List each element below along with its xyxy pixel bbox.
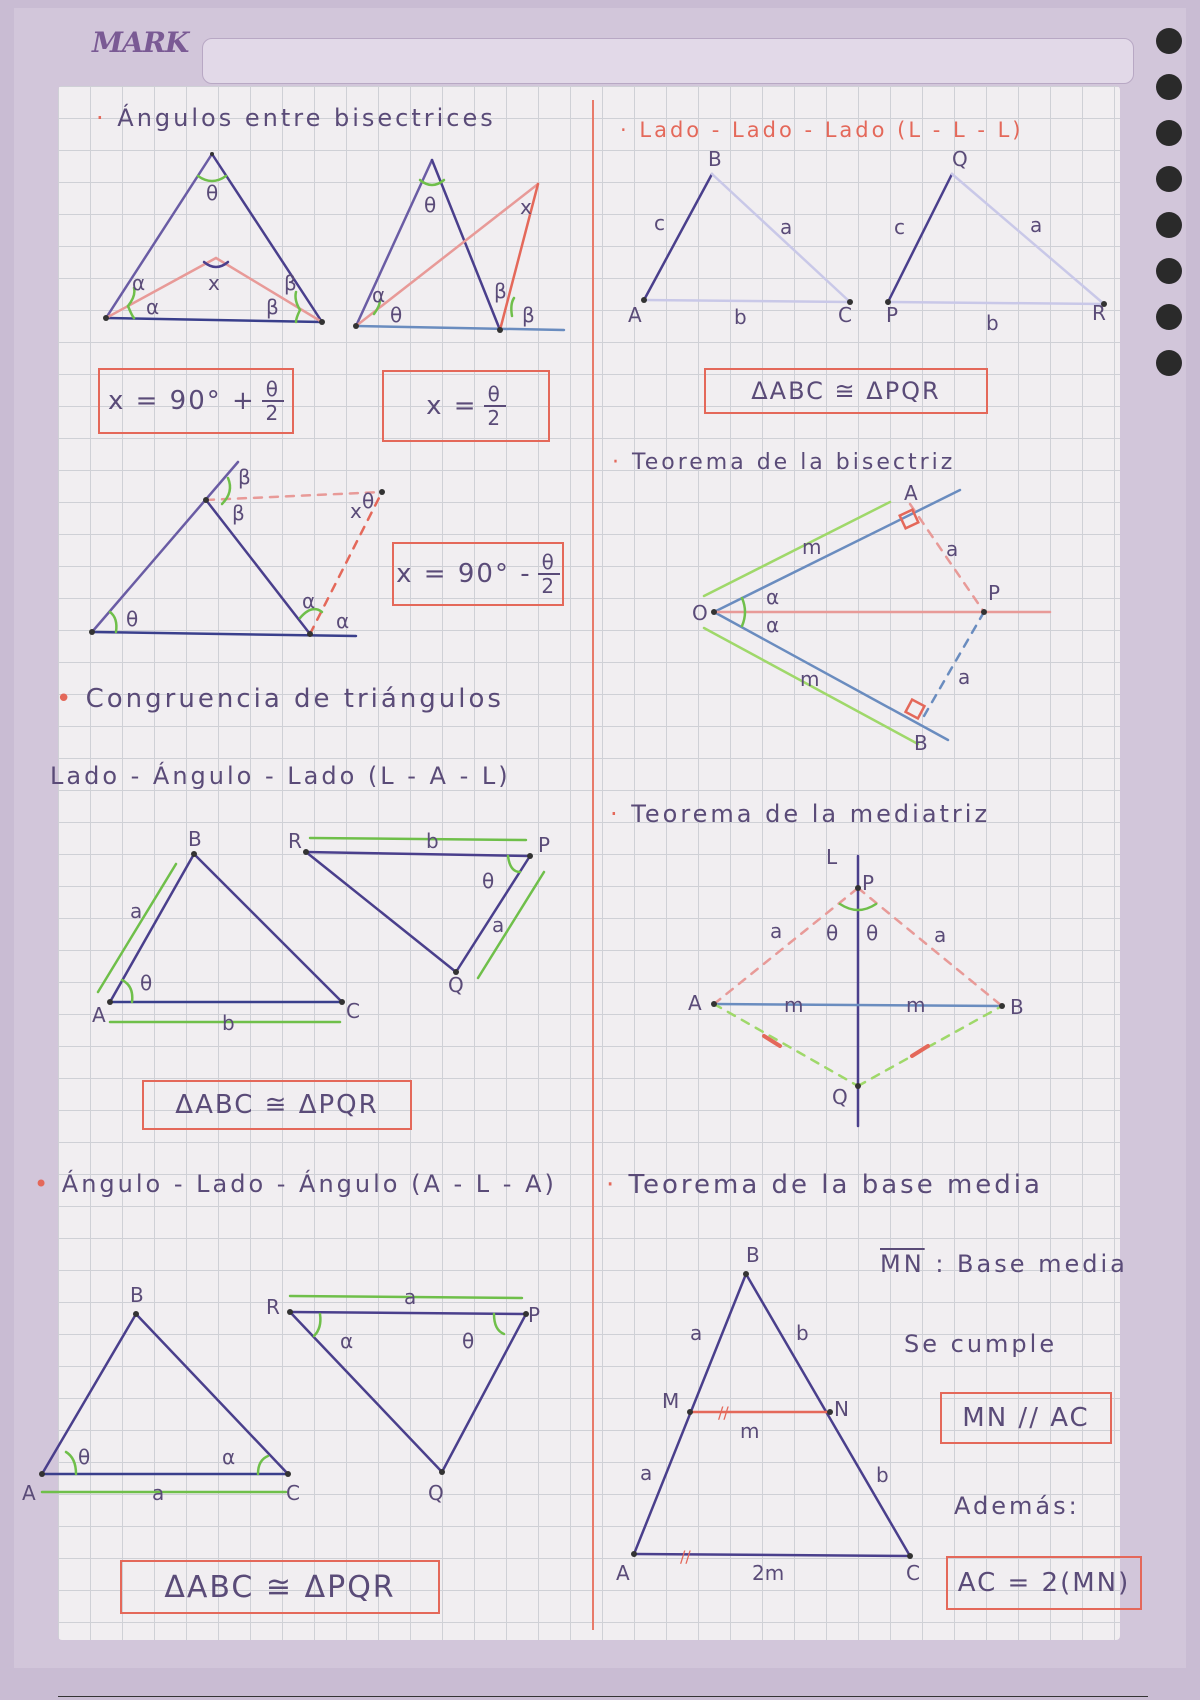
angle-label-x: x [350,499,362,523]
angle-label-alpha: α [336,609,350,633]
side-label-a: a [958,665,971,689]
vertex-a: A [628,303,642,327]
triangle-interior-bisectors [106,154,322,322]
side-label-b: b [796,1321,809,1345]
result-box-ala: ΔABC ≅ ΔPQR [120,1560,440,1614]
side-label-a: a [934,923,947,947]
formula-box-3: x = 90° - $\frac{\theta}{2}$ [392,542,564,606]
angle-label-theta: θ [462,1329,475,1353]
vertex-m: M [662,1389,680,1413]
vertex-b: B [708,147,722,171]
side-label-a: a [492,913,505,937]
angle-label-theta: θ [482,869,495,893]
angle-label-beta: β [232,501,245,525]
angle-label-alpha: α [766,613,780,637]
angle-label-theta: θ [140,971,153,995]
angle-label-alpha: α [766,585,780,609]
angle-label-alpha: α [132,271,146,295]
vertex-a: A [92,1003,106,1027]
side-label-m: m [906,993,926,1017]
side-label-m: m [784,993,804,1017]
notebook-logo: MARK [92,26,189,59]
vertex-r: R [1092,301,1106,325]
side-label-c: c [894,215,905,239]
angle-label-beta: β [266,295,279,319]
vertex-b: B [914,731,928,755]
triangle-pqr-lal [306,838,544,978]
subheading-lll: · Lado - Lado - Lado (L - L - L) [620,118,1024,142]
section-heading-bisectrices: · Ángulos entre bisectrices [96,104,496,132]
equal-mark: // [680,1547,691,1566]
side-label-b: b [222,1011,235,1035]
vertex-p: P [862,871,875,895]
side-label-b: b [876,1463,889,1487]
side-label-a: a [770,919,783,943]
side-label-b: b [734,305,747,329]
angle-label-alpha: α [372,283,386,307]
angle-label-theta: θ [866,921,879,945]
formula-box-2: x = $\frac{\theta}{2}$ [382,370,550,442]
section-heading-congruencia: • Congruencia de triángulos [56,684,504,714]
side-label-m: m [802,535,822,559]
vertex-a: A [688,991,702,1015]
angle-label-x: x [208,271,220,295]
angle-label-alpha: α [302,589,316,613]
vertex-q: Q [448,973,464,997]
vertex-p: P [538,833,551,857]
angle-label-beta: β [238,465,251,489]
bottom-rule [58,1696,1148,1697]
base-media-definition: $\overline{MN}$ : Base media [880,1250,1128,1278]
result-box-lal: ΔABC ≅ ΔPQR [142,1080,412,1130]
triangle-abc-lal [98,854,342,1022]
section-heading-bisectriz: · Teorema de la bisectriz [612,450,956,475]
angle-label-theta: θ [362,489,375,513]
angle-label-theta: θ [424,193,437,217]
side-label-a: a [130,899,143,923]
vertex-c: C [838,303,852,327]
triangle-abc-lll [644,174,850,302]
vertex-b: B [188,827,202,851]
vertex-q: Q [952,147,968,171]
vertex-p: P [528,1303,541,1327]
result-box-lll: ΔABC ≅ ΔPQR [704,368,988,414]
vertex-q: Q [428,1481,444,1505]
angle-label-alpha: α [146,295,160,319]
angle-label-x: x [520,195,532,219]
vertex-a: A [22,1481,36,1505]
vertex-r: R [288,829,302,853]
vertex-c: C [346,999,360,1023]
side-label-m: m [740,1419,760,1443]
formula-box-1: x = 90° + $\frac{\theta}{2}$ [98,368,294,434]
vertex-b: B [1010,995,1024,1019]
angle-label-alpha: α [340,1329,354,1353]
side-label-2m: 2m [752,1561,785,1585]
triangle-pqr-lll [888,174,1104,304]
angle-label-alpha: α [222,1445,236,1469]
vertex-p: P [886,303,899,327]
relation-box: AC = 2(MN) [946,1556,1142,1610]
line-label-l: L [826,845,838,869]
equal-mark: // [718,1403,729,1422]
side-label-a: a [780,215,793,239]
ademas-label: Además: [954,1492,1080,1520]
triangle-pqr-ala [290,1296,526,1472]
section-heading-mediatriz: · Teorema de la mediatriz [610,800,991,828]
side-label-b: b [986,311,999,335]
angle-label-beta: β [522,303,535,327]
se-cumple-label: Se cumple [904,1330,1058,1358]
vertex-q: Q [832,1085,848,1109]
angle-label-theta: θ [78,1445,91,1469]
vertex-b: B [130,1283,144,1307]
side-label-a: a [640,1461,653,1485]
vertex-a: A [616,1561,630,1585]
vertex-p: P [988,581,1001,605]
subheading-ala: • Ángulo - Lado - Ángulo (A - L - A) [34,1170,557,1198]
subheading-lal: Lado - Ángulo - Lado (L - A - L) [50,762,511,790]
vertex-r: R [266,1295,280,1319]
angle-label-beta: β [494,279,507,303]
side-label-m: m [800,667,820,691]
side-label-b: b [426,829,439,853]
side-label-a: a [946,537,959,561]
parallel-box: MN // AC [940,1392,1112,1444]
vertex-c: C [286,1481,300,1505]
side-label-a: a [152,1481,165,1505]
angle-label-theta: θ [826,921,839,945]
angle-label-theta: θ [206,181,219,205]
section-heading-base-media: · Teorema de la base media [606,1170,1043,1200]
vertex-a: A [904,481,918,505]
side-label-a: a [690,1321,703,1345]
side-label-a: a [1030,213,1043,237]
vertex-c: C [906,1561,920,1585]
side-label-a: a [404,1285,417,1309]
side-label-c: c [654,211,665,235]
angle-label-theta: θ [390,303,403,327]
angle-label-beta: β [284,271,297,295]
vertex-o: O [692,601,708,625]
angle-label-theta: θ [126,607,139,631]
midsegment-figure [634,1274,910,1556]
bisector-theorem-figure [704,490,1050,744]
vertex-b: B [746,1243,760,1267]
vertex-n: N [834,1397,849,1421]
